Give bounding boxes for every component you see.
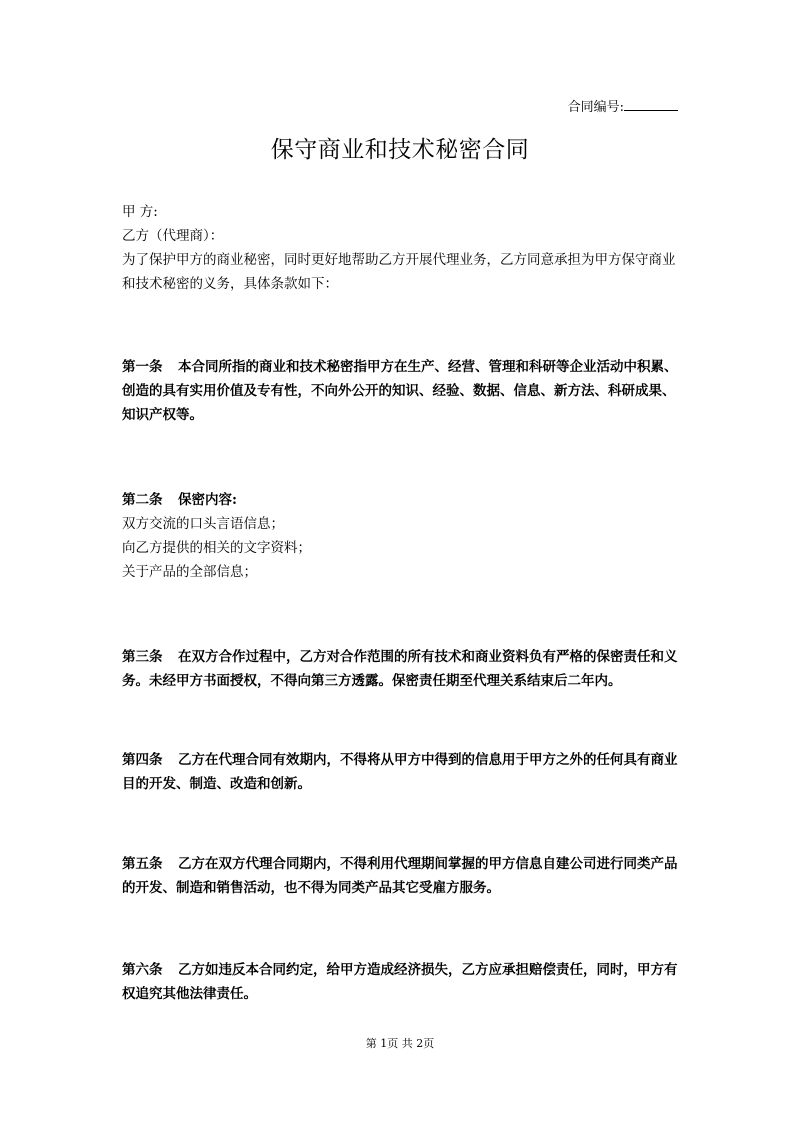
party-b: 乙方（代理商）：: [122, 228, 224, 244]
contract-number: [568, 96, 678, 118]
article-2: [122, 488, 682, 584]
list-item: 向乙方提供的相关的文字资料；: [122, 540, 311, 556]
article-1: [122, 355, 682, 427]
page-footer: 第 1页 共 2页: [365, 1037, 435, 1050]
article-text-line: 务。未经甲方书面授权，不得向第三方透露。保密责任期至代理关系结束后二年内。: [122, 673, 622, 689]
list-item: 关于产品的全部信息；: [122, 564, 257, 580]
party-a: 甲 方:: [122, 204, 158, 220]
article-4: [122, 748, 682, 796]
article-label: 第一条: [122, 359, 163, 375]
contract-number-blank: [624, 96, 678, 111]
parties-section: [122, 200, 682, 296]
contract-number-label: 合同编号:: [567, 100, 624, 115]
article-text-line: 在双方合作过程中，乙方对合作范围的所有技术和商业资料负有严格的保密责任和义: [178, 649, 678, 665]
article-text-line: 目的开发、制造、改造和创新。: [122, 776, 311, 792]
article-text-line: 本合同所指的商业和技术秘密指甲方在生产、经营、管理和科研等企业活动中积累、: [178, 359, 678, 375]
article-text-line: 乙方在代理合同有效期内，不得将从甲方中得到的信息用于甲方之外的任何具有商业: [178, 752, 678, 768]
article-label: 第三条: [122, 649, 163, 665]
article-5: [122, 852, 682, 900]
article-text-line: 创造的具有实用价值及专有性，不向外公开的知识、经验、数据、信息、新方法、科研成果、: [122, 383, 676, 399]
intro-line: 和技术秘密的义务，具体条款如下：: [122, 276, 338, 292]
article-text-line: 权追究其他法律责任。: [122, 986, 257, 1002]
article-label: 第六条: [122, 962, 163, 978]
intro-line: 为了保护甲方的商业秘密，同时更好地帮助乙方开展代理业务，乙方同意承担为甲方保守商业: [122, 252, 676, 268]
article-text-line: 乙方如违反本合同约定，给甲方造成经济损失，乙方应承担赔偿责任，同时，甲方有: [178, 962, 678, 978]
article-label: 第四条: [122, 752, 163, 768]
document-title: 保守商业和技术秘密合同: [270, 137, 530, 163]
article-text-line: 知识产权等。: [122, 407, 203, 423]
article-text-line: 的开发、制造和销售活动，也不得为同类产品其它受雇方服务。: [122, 880, 500, 896]
list-item: 双方交流的口头言语信息；: [122, 516, 284, 532]
article-heading: 保密内容:: [178, 492, 237, 508]
article-label: 第五条: [122, 856, 163, 872]
article-text-line: 乙方在双方代理合同期内，不得利用代理期间掌握的甲方信息自建公司进行同类产品: [178, 856, 678, 872]
article-label: 第二条: [122, 492, 163, 508]
article-3: [122, 645, 682, 693]
article-6: [122, 958, 682, 1006]
